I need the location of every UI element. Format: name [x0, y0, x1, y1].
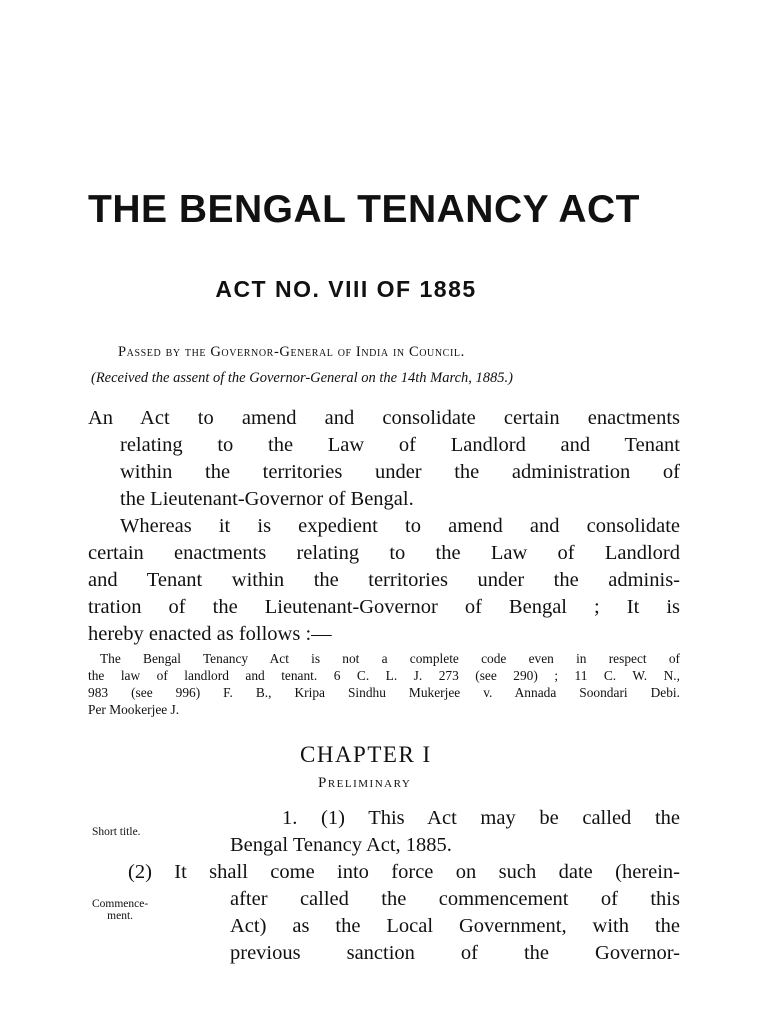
margin-note-line: Commence-: [92, 898, 149, 910]
subsection-2: [230, 886, 680, 967]
section-line: 1. (1) This Act may be called the: [282, 807, 680, 829]
whereas-line: Whereas it is expedient to amend and consolidate: [120, 515, 680, 537]
preamble-line: An Act to amend and consolidate certain enactments: [88, 407, 680, 429]
preamble-line: the Lieutenant-Governor of Bengal.: [120, 488, 414, 510]
whereas-clause: [88, 513, 680, 648]
section-line: Act) as the Local Government, with the: [230, 915, 680, 937]
subsection-2-first-line: (2) It shall come into force on such date (herein-: [128, 861, 680, 883]
chapter-heading: CHAPTER I: [300, 742, 432, 767]
section-1: [230, 805, 680, 859]
act-title: THE BENGAL TENANCY ACT: [88, 188, 640, 231]
passed-by-line: Passed by the Governor-General of India in Council.: [118, 344, 465, 360]
act-preamble: [88, 405, 680, 513]
note-line: The Bengal Tenancy Act is not a complete code even in respect of: [100, 651, 680, 666]
assent-received-line: (Received the assent of the Governor-General on the 14th March, 1885.): [91, 370, 513, 386]
margin-note-commencement: [92, 898, 148, 922]
section-line: after called the commencement of this: [230, 888, 680, 910]
whereas-line: and Tenant within the territories under the adminis-: [88, 569, 680, 591]
section-line: previous sanction of the Governor-: [230, 942, 680, 964]
note-line: Per Mookerjee J.: [88, 702, 180, 717]
note-line: the law of landlord and tenant. 6 C. L. J. 273 (see 290) ; 11 C. W. N.,: [88, 668, 680, 683]
act-number-heading: [0, 276, 768, 303]
note-line: 983 (see 996) F. B., Kripa Sindhu Mukerjee v. Annada Soondari Debi.: [88, 685, 680, 700]
act-number-text: ACT NO. VIII OF 1885: [215, 276, 477, 302]
whereas-line: tration of the Lieutenant-Governor of Bengal ; It is: [88, 596, 680, 618]
section-line: Bengal Tenancy Act, 1885.: [230, 834, 452, 856]
chapter-subtitle: Preliminary: [318, 775, 412, 791]
margin-note-short-title: Short title.: [92, 826, 141, 838]
preamble-line: within the territories under the administration of: [120, 461, 680, 483]
editorial-note: [88, 650, 680, 718]
whereas-line: certain enactments relating to the Law of Landlord: [88, 542, 680, 564]
preamble-line: relating to the Law of Landlord and Tenant: [120, 434, 680, 456]
margin-note-line: ment.: [107, 910, 134, 922]
whereas-line: hereby enacted as follows :—: [88, 623, 332, 645]
